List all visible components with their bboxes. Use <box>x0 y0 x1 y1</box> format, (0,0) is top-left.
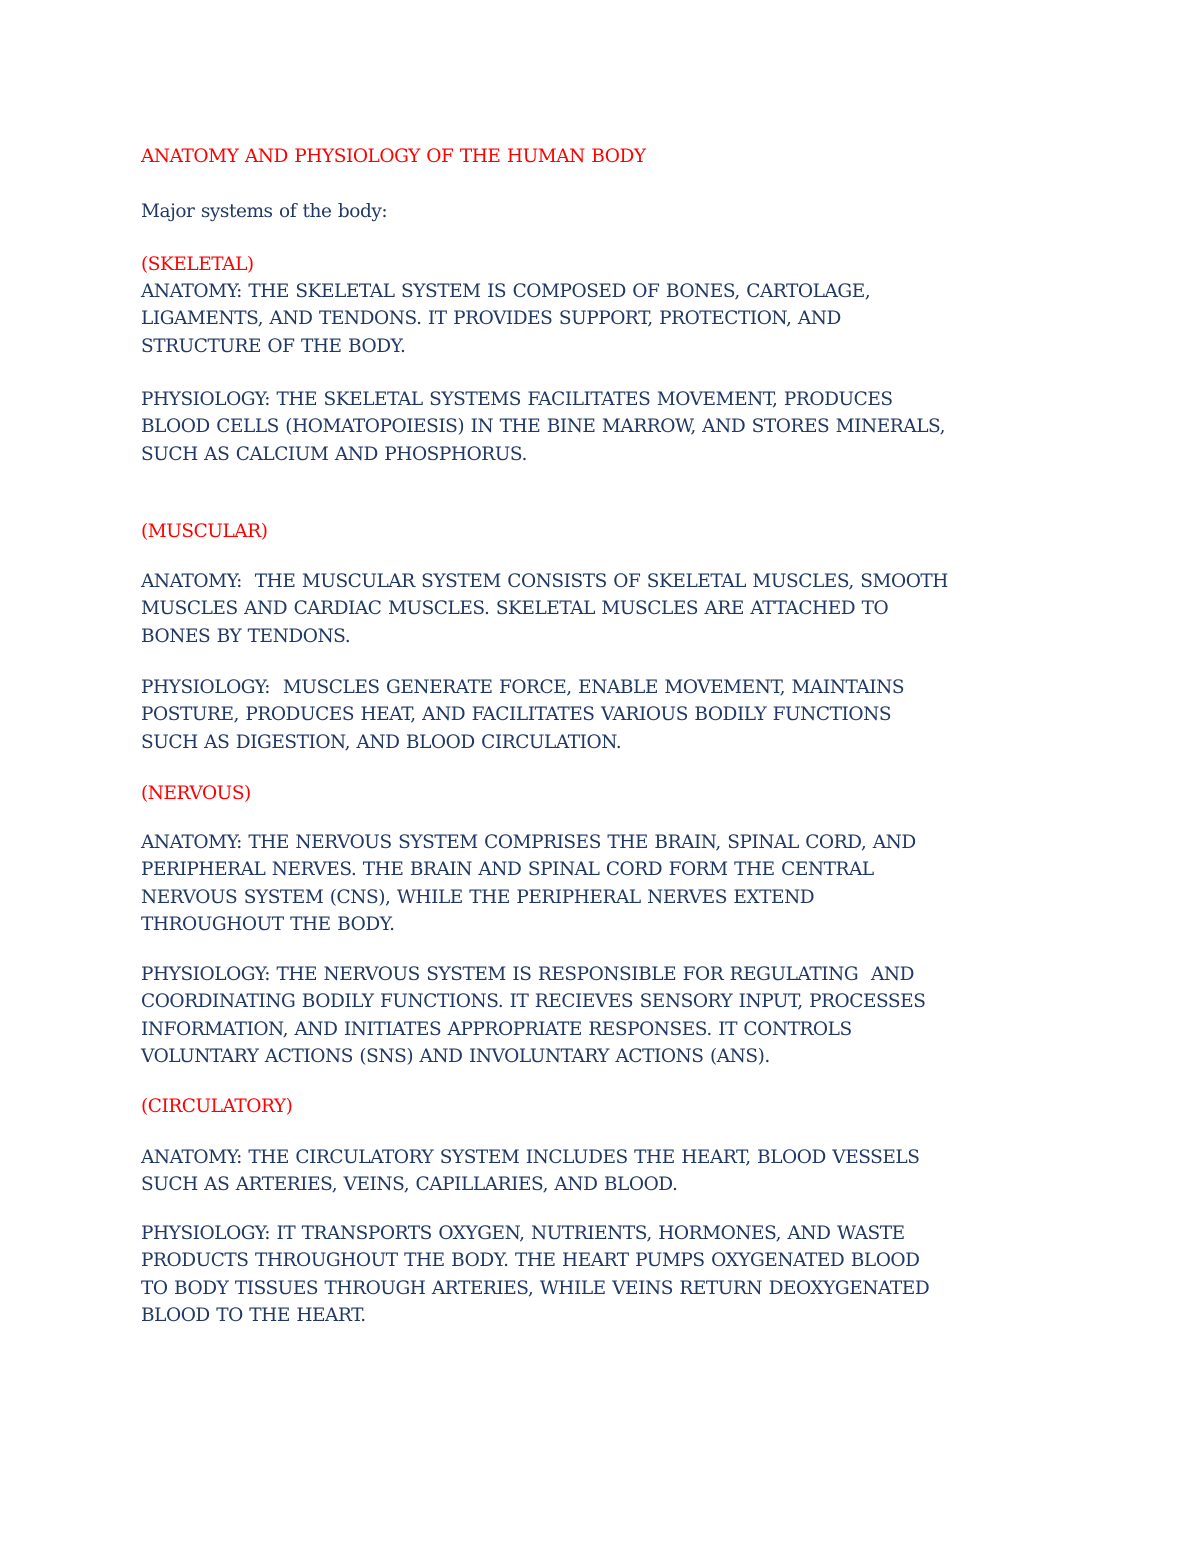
skeletal-anatomy-paragraph: ANATOMY: THE SKELETAL SYSTEM IS COMPOSED OF BONES, CARTOLAGE, LIGAMENTS, AND TENDONS. IT PROVIDES SUPPORT, PROTECTION, AND STRUCTURE OF THE BODY. <box>141 281 871 357</box>
document-title: ANATOMY AND PHYSIOLOGY OF THE HUMAN BODY <box>141 146 646 167</box>
section-heading-circulatory: (CIRCULATORY) <box>141 1096 293 1117</box>
nervous-physiology-paragraph: PHYSIOLOGY: THE NERVOUS SYSTEM IS RESPONSIBLE FOR REGULATING AND COORDINATING BODILY FUNCTIONS. IT RECIEVES SENSORY INPUT, PROCESSES INFORMATION, AND INITIATES APPROPRIATE RESPONSES. IT CONTROLS VOLUNTARY ACTIONS (SNS) AND INVOLUNTARY ACTIONS (ANS). <box>141 964 926 1067</box>
intro-text: Major systems of the body: <box>141 201 388 222</box>
section-heading-muscular: (MUSCULAR) <box>141 521 268 542</box>
circulatory-physiology-paragraph: PHYSIOLOGY: IT TRANSPORTS OXYGEN, NUTRIENTS, HORMONES, AND WASTE PRODUCTS THROUGHOUT THE BODY. THE HEART PUMPS OXYGENATED BLOOD TO BODY TISSUES THROUGH ARTERIES, WHILE VEINS RETURN DEOXYGENATED BLOOD TO THE HEART. <box>141 1223 930 1326</box>
skeletal-physiology-paragraph: PHYSIOLOGY: THE SKELETAL SYSTEMS FACILITATES MOVEMENT, PRODUCES BLOOD CELLS (HOMATOPOIESIS) IN THE BINE MARROW, AND STORES MINERALS, SUCH AS CALCIUM AND PHOSPHORUS. <box>141 389 946 465</box>
muscular-physiology-paragraph: PHYSIOLOGY: MUSCLES GENERATE FORCE, ENABLE MOVEMENT, MAINTAINS POSTURE, PRODUCES HEAT, AND FACILITATES VARIOUS BODILY FUNCTIONS SUCH AS DIGESTION, AND BLOOD CIRCULATION. <box>141 677 905 753</box>
nervous-anatomy-paragraph: ANATOMY: THE NERVOUS SYSTEM COMPRISES THE BRAIN, SPINAL CORD, AND PERIPHERAL NERVES. THE BRAIN AND SPINAL CORD FORM THE CENTRAL NERVOUS SYSTEM (CNS), WHILE THE PERIPHERAL NERVES EXTEND THROUGHOUT THE BODY. <box>141 832 916 935</box>
section-heading-skeletal: (SKELETAL) <box>141 254 254 275</box>
muscular-anatomy-paragraph: ANATOMY: THE MUSCULAR SYSTEM CONSISTS OF SKELETAL MUSCLES, SMOOTH MUSCLES AND CARDIAC MUSCLES. SKELETAL MUSCLES ARE ATTACHED TO BONES BY TENDONS. <box>141 571 948 647</box>
section-heading-nervous: (NERVOUS) <box>141 783 251 804</box>
circulatory-anatomy-paragraph: ANATOMY: THE CIRCULATORY SYSTEM INCLUDES THE HEART, BLOOD VESSELS SUCH AS ARTERIES, VEINS, CAPILLARIES, AND BLOOD. <box>141 1147 920 1196</box>
